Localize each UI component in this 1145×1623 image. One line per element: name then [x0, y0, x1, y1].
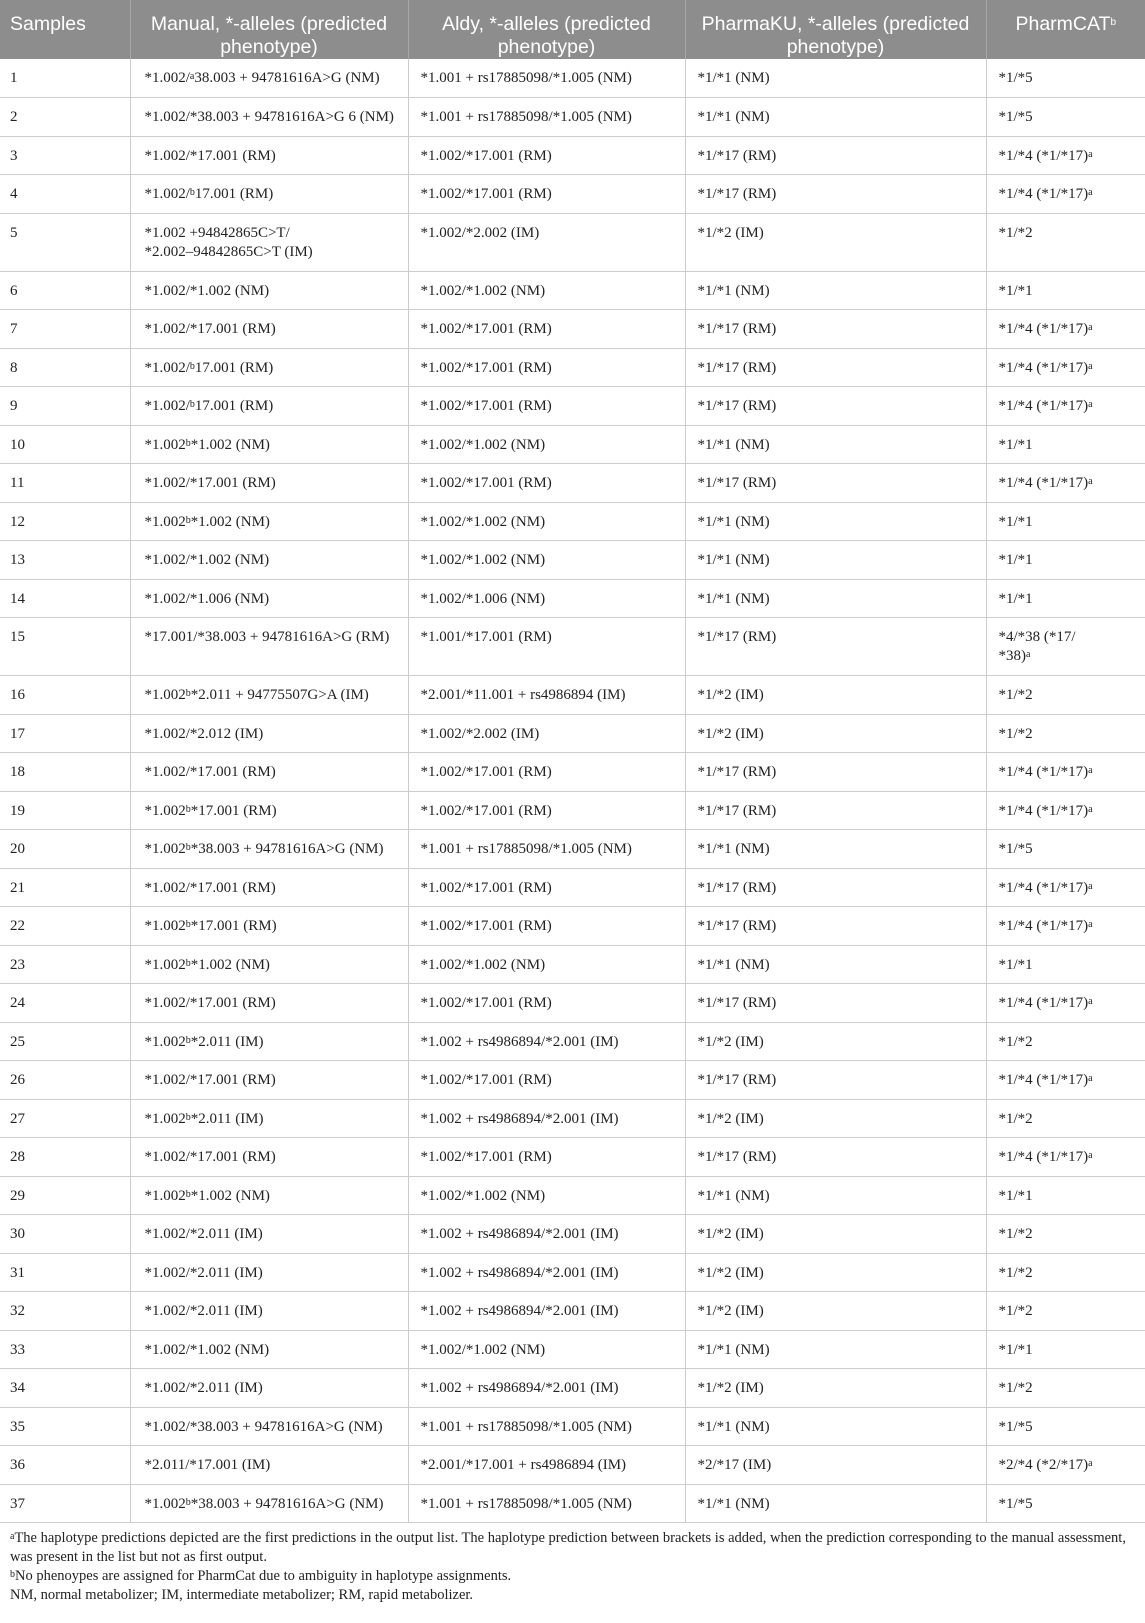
cell-pharmaku: *1/*1 (NM) — [685, 830, 986, 869]
footnote-marker: b — [185, 688, 191, 699]
cell-samples: 37 — [0, 1484, 130, 1523]
footnote-marker: b — [185, 803, 191, 815]
table-row — [0, 502, 1145, 541]
cell-pharmcat: *1/*1 — [986, 1176, 1145, 1215]
cell-pharmcat: *1/*2 — [986, 1253, 1145, 1292]
footnote-marker: b — [185, 957, 191, 969]
cell-samples: 35 — [0, 1407, 130, 1446]
cell-samples: 13 — [0, 541, 130, 580]
cell-samples: 33 — [0, 1330, 130, 1369]
cell-samples: 7 — [0, 310, 130, 349]
cell-pharmaku: *1/*1 (NM) — [685, 425, 986, 464]
cell-pharmaku: *1/*1 (NM) — [685, 1330, 986, 1369]
footnote-marker: b — [185, 1496, 191, 1508]
table-row — [0, 1138, 1145, 1177]
cell-samples: 6 — [0, 271, 130, 310]
table-body — [0, 59, 1145, 1523]
footnote-marker: b — [10, 1569, 15, 1580]
cell-aldy: *1.002 + rs4986894/*2.001 (IM) — [408, 1215, 685, 1254]
column-header-manual: Manual, *-alleles (predicted phenotype) — [130, 0, 408, 59]
cell-pharmaku: *1/*17 (RM) — [685, 984, 986, 1023]
cell-manual: *1.002/*17.001 (RM) — [130, 753, 408, 792]
footnote-b: $^b$No phenoypes are assigned for PharmCat due to ambiguity in haplotype assignments. — [10, 1568, 512, 1584]
cell-samples: 26 — [0, 1061, 130, 1100]
cell-pharmaku: *1/*17 (RM) — [685, 136, 986, 175]
column-header-aldy: Aldy, *-alleles (predicted phenotype) — [408, 0, 685, 59]
cell-pharmcat: *1/*1 — [986, 579, 1145, 618]
cell-aldy: *1.002/*1.002 (NM) — [408, 541, 685, 580]
cell-pharmcat: *1/*5 — [986, 98, 1145, 137]
cell-samples: 9 — [0, 387, 130, 426]
cell-aldy: *1.002 + rs4986894/*2.001 (IM) — [408, 1099, 685, 1138]
footnote-marker: b — [185, 514, 191, 526]
cell-pharmaku: *1/*17 (RM) — [685, 753, 986, 792]
cell-pharmaku: *1/*2 (IM) — [685, 1253, 986, 1292]
cell-pharmcat: *1/*2 — [986, 1022, 1145, 1061]
cell-aldy: *1.002/*17.001 (RM) — [408, 984, 685, 1023]
footnote-a: $^a$The haplotype predictions depicted are the first predictions in the output list. The haplotype prediction between brackets is added, when the prediction corresponding to the manual assessment, was present in the list but not as first output. — [10, 1530, 1126, 1565]
footnote-marker: a — [1088, 360, 1093, 372]
footnote-marker: b — [185, 1111, 191, 1123]
footnote-marker: b — [189, 399, 195, 410]
cell-manual: *1.002/*17.001 (RM) — [130, 1138, 408, 1177]
footnote-marker: a — [1088, 148, 1093, 160]
cell-manual: *1.002/$^b$17.001 (RM) — [130, 175, 408, 214]
cell-manual: *1.002 +94842865C>T/ *2.002–94842865C>T (IM) — [130, 213, 408, 271]
cell-pharmaku: *1/*17 (RM) — [685, 464, 986, 503]
table-row — [0, 59, 1145, 98]
cell-samples: 8 — [0, 348, 130, 387]
table-row — [0, 676, 1145, 715]
cell-samples: 5 — [0, 213, 130, 271]
cell-pharmcat: *1/*4 $(*1/*17)^a$ — [986, 791, 1145, 830]
cell-samples: 1 — [0, 59, 130, 98]
cell-manual: *1.002/*17.001 (RM) — [130, 136, 408, 175]
cell-pharmcat: *1/*4 $(*1/*17)^a$ — [986, 1061, 1145, 1100]
cell-manual: *1.002/*38.003 + 94781616A>G (NM) — [130, 1407, 408, 1446]
cell-aldy: *2.001/*11.001 + rs4986894 (IM) — [408, 676, 685, 715]
cell-pharmaku: *1/*1 (NM) — [685, 1407, 986, 1446]
cell-aldy: *1.002 + rs4986894/*2.001 (IM) — [408, 1292, 685, 1331]
cell-aldy: *1.002/*1.006 (NM) — [408, 579, 685, 618]
cell-samples: 17 — [0, 714, 130, 753]
table-footnotes — [0, 1523, 1145, 1605]
cell-samples: 18 — [0, 753, 130, 792]
cell-pharmcat: *1/*1 — [986, 502, 1145, 541]
cell-manual: *1.002$^b$*2.011 + 94775507G>A (IM) — [130, 676, 408, 715]
table-row — [0, 387, 1145, 426]
cell-manual: *1.002/*38.003 + 94781616A>G 6 (NM) — [130, 98, 408, 137]
cell-manual: *1.002$^b$*1.002 (NM) — [130, 502, 408, 541]
cell-aldy: *1.002 + rs4986894/*2.001 (IM) — [408, 1369, 685, 1408]
cell-samples: 28 — [0, 1138, 130, 1177]
cell-manual: *1.002$^b$*17.001 (RM) — [130, 907, 408, 946]
cell-pharmcat: *1/*4 $(*1/*17)^a$ — [986, 907, 1145, 946]
footnote-marker: a — [10, 1531, 15, 1542]
cell-manual: *1.002/*17.001 (RM) — [130, 1061, 408, 1100]
cell-samples: 2 — [0, 98, 130, 137]
footnote-marker: a — [1088, 765, 1093, 776]
cell-aldy: *1.002/*17.001 (RM) — [408, 310, 685, 349]
cell-samples: 19 — [0, 791, 130, 830]
cell-aldy: *1.002/*17.001 (RM) — [408, 791, 685, 830]
table-row — [0, 1446, 1145, 1485]
cell-aldy: *1.001 + rs17885098/*1.005 (NM) — [408, 59, 685, 98]
cell-pharmcat: *1/*2 — [986, 1215, 1145, 1254]
cell-pharmaku: *1/*1 (NM) — [685, 502, 986, 541]
cell-manual: *1.002/$^a$38.003 + 94781616A>G (NM) — [130, 59, 408, 98]
cell-pharmaku: *1/*1 (NM) — [685, 579, 986, 618]
cell-samples: 20 — [0, 830, 130, 869]
cell-manual: *1.002/*2.011 (IM) — [130, 1215, 408, 1254]
table-row — [0, 1484, 1145, 1523]
cell-manual: *1.002/*17.001 (RM) — [130, 868, 408, 907]
cell-manual: *1.002/*1.006 (NM) — [130, 579, 408, 618]
cell-pharmaku: *1/*2 (IM) — [685, 1369, 986, 1408]
table-row — [0, 464, 1145, 503]
table-row — [0, 271, 1145, 310]
cell-aldy: *1.002/*1.002 (NM) — [408, 945, 685, 984]
cell-manual: *1.002/*1.002 (NM) — [130, 271, 408, 310]
table-row — [0, 714, 1145, 753]
footnote-marker: b — [185, 437, 191, 449]
cell-pharmcat: *1/*5 — [986, 59, 1145, 98]
cell-pharmcat: *1/*4 $(*1/*17)^a$ — [986, 387, 1145, 426]
cell-manual: *1.002$^b$*38.003 + 94781616A>G (NM) — [130, 1484, 408, 1523]
cell-aldy: *1.002/*17.001 (RM) — [408, 464, 685, 503]
footnote-marker: b — [189, 187, 195, 198]
cell-aldy: *2.001/*17.001 + rs4986894 (IM) — [408, 1446, 685, 1485]
cell-manual: *1.002$^b$*38.003 + 94781616A>G (NM) — [130, 830, 408, 869]
cell-manual: *1.002/*2.011 (IM) — [130, 1292, 408, 1331]
cell-pharmcat: *1/*4 $(*1/*17)^a$ — [986, 175, 1145, 214]
cell-pharmaku: *1/*17 (RM) — [685, 618, 986, 676]
table-row — [0, 753, 1145, 792]
cell-pharmcat: *1/*4 $(*1/*17)^a$ — [986, 348, 1145, 387]
cell-samples: 12 — [0, 502, 130, 541]
cell-manual: *1.002$^b$*1.002 (NM) — [130, 425, 408, 464]
cell-manual: *1.002/*1.002 (NM) — [130, 541, 408, 580]
cell-pharmaku: *1/*17 (RM) — [685, 310, 986, 349]
cell-manual: *1.002/*2.012 (IM) — [130, 714, 408, 753]
cell-pharmcat: *1/*1 — [986, 425, 1145, 464]
table-row — [0, 1407, 1145, 1446]
table-row — [0, 425, 1145, 464]
cell-pharmcat: *1/*1 — [986, 945, 1145, 984]
table-row — [0, 791, 1145, 830]
cell-manual: *1.002$^b$*17.001 (RM) — [130, 791, 408, 830]
cell-manual: *1.002$^b$*2.011 (IM) — [130, 1099, 408, 1138]
cell-aldy: *1.002/*17.001 (RM) — [408, 753, 685, 792]
cell-aldy: *1.002 + rs4986894/*2.001 (IM) — [408, 1022, 685, 1061]
cell-aldy: *1.002/*17.001 (RM) — [408, 1138, 685, 1177]
cell-manual: *2.011/*17.001 (IM) — [130, 1446, 408, 1485]
cell-pharmaku: *1/*17 (RM) — [685, 791, 986, 830]
cell-aldy: *1.002/*17.001 (RM) — [408, 175, 685, 214]
cell-pharmcat: *1/*5 — [986, 1484, 1145, 1523]
cell-pharmaku: *1/*1 (NM) — [685, 59, 986, 98]
table-row — [0, 175, 1145, 214]
cell-samples: 25 — [0, 1022, 130, 1061]
table-row — [0, 1215, 1145, 1254]
table-row — [0, 213, 1145, 271]
cell-samples: 24 — [0, 984, 130, 1023]
footnote-marker: a — [1088, 399, 1093, 410]
cell-pharmaku: *1/*1 (NM) — [685, 1176, 986, 1215]
cell-pharmaku: *1/*17 (RM) — [685, 868, 986, 907]
cell-samples: 30 — [0, 1215, 130, 1254]
table-row — [0, 1330, 1145, 1369]
footnote-marker: b — [185, 919, 191, 930]
cell-aldy: *1.002/*17.001 (RM) — [408, 1061, 685, 1100]
cell-pharmaku: *1/*2 (IM) — [685, 213, 986, 271]
cell-pharmaku: *1/*2 (IM) — [685, 1022, 986, 1061]
footnote-marker: b — [189, 360, 195, 372]
table-row — [0, 1099, 1145, 1138]
cell-pharmaku: *1/*17 (RM) — [685, 907, 986, 946]
table-row — [0, 136, 1145, 175]
cell-samples: 36 — [0, 1446, 130, 1485]
cell-samples: 27 — [0, 1099, 130, 1138]
table-row — [0, 984, 1145, 1023]
cell-pharmcat: *1/*2 — [986, 676, 1145, 715]
cell-manual: *1.002/*2.011 (IM) — [130, 1369, 408, 1408]
cell-manual: *1.002/*17.001 (RM) — [130, 464, 408, 503]
footnote-marker: a — [1088, 1073, 1093, 1084]
table-row — [0, 618, 1145, 676]
cell-aldy: *1.001 + rs17885098/*1.005 (NM) — [408, 98, 685, 137]
cell-pharmaku: *1/*1 (NM) — [685, 1484, 986, 1523]
cell-aldy: *1.001/*17.001 (RM) — [408, 618, 685, 676]
cell-pharmaku: *1/*2 (IM) — [685, 676, 986, 715]
table-header-row — [0, 0, 1145, 59]
cell-aldy: *1.002/*2.002 (IM) — [408, 714, 685, 753]
table-row — [0, 1253, 1145, 1292]
cell-pharmaku: *1/*1 (NM) — [685, 271, 986, 310]
cell-samples: 3 — [0, 136, 130, 175]
cell-pharmaku: *1/*2 (IM) — [685, 1292, 986, 1331]
cell-pharmaku: *1/*17 (RM) — [685, 387, 986, 426]
cell-aldy: *1.001 + rs17885098/*1.005 (NM) — [408, 830, 685, 869]
footnote-marker: b — [185, 1034, 191, 1046]
cell-pharmaku: *1/*17 (RM) — [685, 1061, 986, 1100]
footnote-marker: a — [1088, 322, 1093, 333]
cell-samples: 11 — [0, 464, 130, 503]
cell-aldy: *1.001 + rs17885098/*1.005 (NM) — [408, 1407, 685, 1446]
cell-manual: *1.002/*17.001 (RM) — [130, 310, 408, 349]
cell-manual: *17.001/*38.003 + 94781616A>G (RM) — [130, 618, 408, 676]
cell-aldy: *1.002/*1.002 (NM) — [408, 425, 685, 464]
footnote-marker: a — [189, 71, 195, 82]
footnote-marker: b — [185, 842, 191, 853]
cell-aldy: *1.002/*17.001 (RM) — [408, 136, 685, 175]
cell-pharmcat: *1/*2 — [986, 213, 1145, 271]
cell-aldy: *1.002/*17.001 (RM) — [408, 348, 685, 387]
cell-pharmcat: *1/*4 $(*1/*17)^a$ — [986, 753, 1145, 792]
cell-manual: *1.002/*1.002 (NM) — [130, 1330, 408, 1369]
table-row — [0, 1176, 1145, 1215]
cell-manual: *1.002/$^b$17.001 (RM) — [130, 348, 408, 387]
cell-pharmcat: *1/*4 $(*1/*17)^a$ — [986, 1138, 1145, 1177]
cell-samples: 14 — [0, 579, 130, 618]
cell-pharmcat: *1/*1 — [986, 271, 1145, 310]
cell-aldy: *1.002/*17.001 (RM) — [408, 387, 685, 426]
column-header-samples: Samples — [0, 0, 130, 59]
cell-pharmaku: *1/*2 (IM) — [685, 1099, 986, 1138]
table-row — [0, 1292, 1145, 1331]
cell-samples: 32 — [0, 1292, 130, 1331]
cell-aldy: *1.002/*17.001 (RM) — [408, 907, 685, 946]
table-row — [0, 830, 1145, 869]
column-header-pharmcat: PharmCAT$^b$ — [986, 0, 1145, 59]
cell-samples: 4 — [0, 175, 130, 214]
cell-aldy: *1.002/*1.002 (NM) — [408, 1176, 685, 1215]
cell-samples: 16 — [0, 676, 130, 715]
footnote-marker: a — [1088, 803, 1093, 815]
table-row — [0, 907, 1145, 946]
table-row — [0, 945, 1145, 984]
cell-samples: 10 — [0, 425, 130, 464]
table-row — [0, 1369, 1145, 1408]
table-row — [0, 310, 1145, 349]
cell-aldy: *1.002/*1.002 (NM) — [408, 502, 685, 541]
footnote-marker: b — [185, 1188, 191, 1200]
cell-pharmaku: *2/*17 (IM) — [685, 1446, 986, 1485]
cell-pharmcat: *1/*4 $(*1/*17)^a$ — [986, 868, 1145, 907]
cell-samples: 31 — [0, 1253, 130, 1292]
cell-pharmaku: *1/*1 (NM) — [685, 98, 986, 137]
cell-manual: *1.002$^b$*1.002 (NM) — [130, 945, 408, 984]
cell-pharmaku: *1/*17 (RM) — [685, 1138, 986, 1177]
table-row — [0, 98, 1145, 137]
footnote-marker: b — [1110, 17, 1117, 28]
cell-pharmaku: *1/*17 (RM) — [685, 175, 986, 214]
footnote-marker: a — [1088, 919, 1093, 930]
cell-pharmcat: *1/*4 $(*1/*17)^a$ — [986, 310, 1145, 349]
cell-manual: *1.002/$^b$17.001 (RM) — [130, 387, 408, 426]
footnote-marker: a — [1088, 1150, 1093, 1161]
cell-pharmaku: *1/*1 (NM) — [685, 945, 986, 984]
footnote-marker: a — [1088, 476, 1093, 487]
cell-pharmcat: *1/*5 — [986, 1407, 1145, 1446]
table-row — [0, 868, 1145, 907]
cell-pharmcat: *4/*38 (*17/ *38)$^a$ — [986, 618, 1145, 676]
cell-pharmcat: *1/*2 — [986, 1292, 1145, 1331]
table-row — [0, 348, 1145, 387]
cell-pharmcat: *1/*5 — [986, 830, 1145, 869]
cell-manual: *1.002/*17.001 (RM) — [130, 984, 408, 1023]
cell-manual: *1.002$^b$*2.011 (IM) — [130, 1022, 408, 1061]
cell-manual: *1.002$^b$*1.002 (NM) — [130, 1176, 408, 1215]
cell-pharmaku: *1/*2 (IM) — [685, 714, 986, 753]
footnote-marker: a — [1088, 996, 1093, 1007]
table-row — [0, 541, 1145, 580]
cell-pharmcat: *1/*4 $(*1/*17)^a$ — [986, 464, 1145, 503]
table-row — [0, 1061, 1145, 1100]
cell-pharmcat: *1/*4 $(*1/*17)^a$ — [986, 984, 1145, 1023]
cell-pharmcat: *1/*2 — [986, 1099, 1145, 1138]
cell-aldy: *1.002/*17.001 (RM) — [408, 868, 685, 907]
footnote-marker: a — [1088, 1458, 1093, 1469]
cell-samples: 23 — [0, 945, 130, 984]
table-row — [0, 1022, 1145, 1061]
column-header-pharmaku: PharmaKU, *-alleles (predicted phenotype) — [685, 0, 986, 59]
footnote-marker: a — [1088, 187, 1093, 198]
cell-samples: 21 — [0, 868, 130, 907]
cell-aldy: *1.002/*2.002 (IM) — [408, 213, 685, 271]
footnote-marker: a — [1088, 880, 1093, 892]
cell-pharmcat: *2/*4 $(*2/*17)^a$ — [986, 1446, 1145, 1485]
cell-samples: 15 — [0, 618, 130, 676]
cell-pharmcat: *1/*4 $(*1/*17)^a$ — [986, 136, 1145, 175]
cell-pharmcat: *1/*1 — [986, 541, 1145, 580]
cell-pharmaku: *1/*17 (RM) — [685, 348, 986, 387]
table-row — [0, 579, 1145, 618]
cell-aldy: *1.001 + rs17885098/*1.005 (NM) — [408, 1484, 685, 1523]
cell-pharmcat: *1/*2 — [986, 1369, 1145, 1408]
cell-pharmcat: *1/*1 — [986, 1330, 1145, 1369]
cell-pharmaku: *1/*1 (NM) — [685, 541, 986, 580]
footnote-abbreviations: NM, normal metabolizer; IM, intermediate metabolizer; RM, rapid metabolizer. — [10, 1587, 474, 1603]
cell-samples: 29 — [0, 1176, 130, 1215]
cell-pharmcat: *1/*2 — [986, 714, 1145, 753]
cell-aldy: *1.002/*1.002 (NM) — [408, 1330, 685, 1369]
cell-aldy: *1.002/*1.002 (NM) — [408, 271, 685, 310]
cell-aldy: *1.002 + rs4986894/*2.001 (IM) — [408, 1253, 685, 1292]
cell-samples: 34 — [0, 1369, 130, 1408]
cell-manual: *1.002/*2.011 (IM) — [130, 1253, 408, 1292]
cell-samples: 22 — [0, 907, 130, 946]
cell-pharmaku: *1/*2 (IM) — [685, 1215, 986, 1254]
footnote-marker: a — [1026, 649, 1031, 660]
